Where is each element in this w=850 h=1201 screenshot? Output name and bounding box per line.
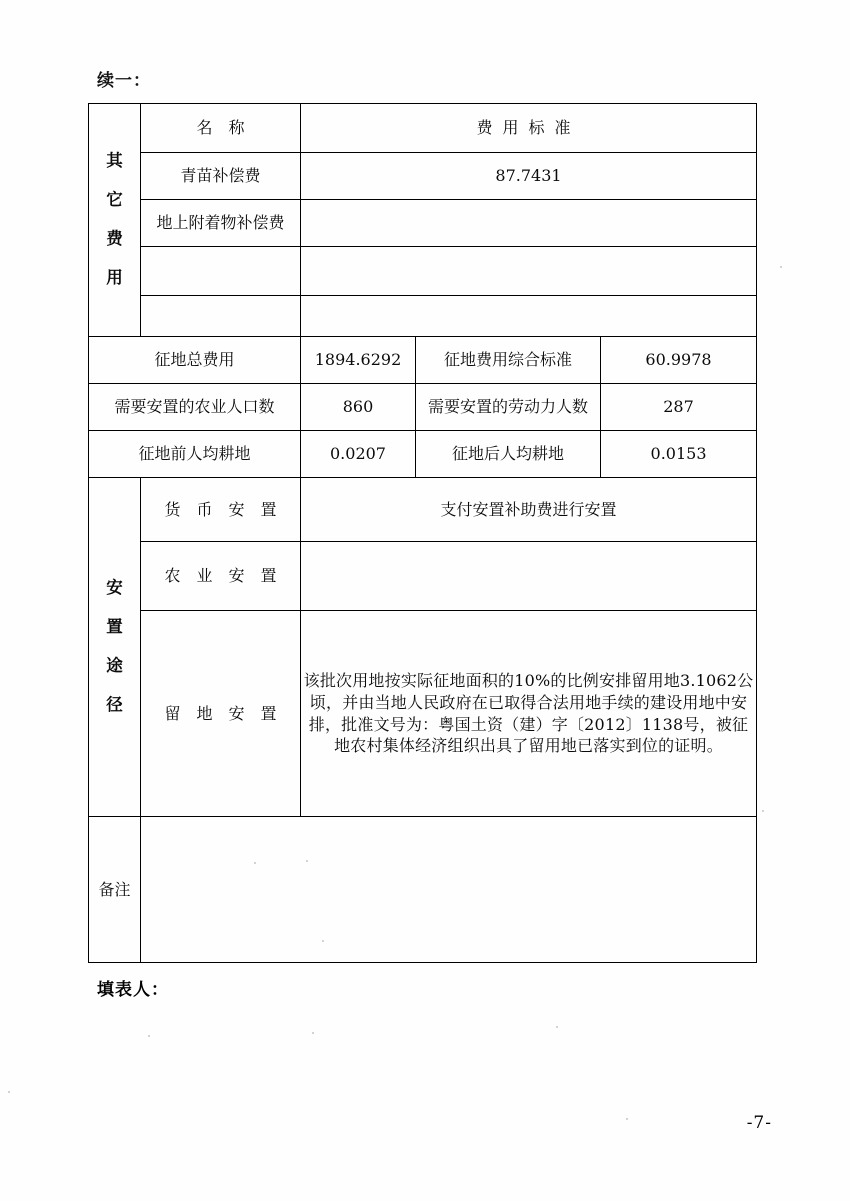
land-acquisition-form-table [88, 103, 757, 963]
table-row-remarks [89, 817, 757, 963]
scan-speck [322, 940, 324, 942]
fee-value-cell [301, 296, 757, 337]
resettlement-row-label-text [89, 569, 140, 724]
label-char: 径 [106, 694, 123, 714]
fee-value-cell [301, 247, 757, 296]
fee-value-cell: 87.7431 [301, 153, 757, 200]
fee-name-cell [141, 296, 301, 337]
resettlement-type-label: 货 币 安 置 [141, 478, 301, 542]
scan-speck [780, 266, 782, 268]
fee-value-cell [301, 200, 757, 247]
resettlement-row-label [89, 478, 141, 817]
other-fees-row-label-text [89, 142, 140, 297]
summary-value-left: 1894.6292 [301, 337, 416, 384]
summary-value-right: 60.9978 [601, 337, 757, 384]
table-row-other-fee-blank-1 [89, 247, 757, 296]
resettlement-content: 支付安置补助费进行安置 [301, 478, 757, 542]
table-row-per-capita-farmland [89, 431, 757, 478]
continuation-label: 续一： [97, 71, 151, 91]
summary-value-right: 0.0153 [601, 431, 757, 478]
scan-speck [312, 1032, 314, 1034]
fee-name-cell [141, 247, 301, 296]
summary-label-right: 征地后人均耕地 [416, 431, 601, 478]
fee-name-cell: 地上附着物补偿费 [141, 200, 301, 247]
resettlement-type-label: 农 业 安 置 [141, 542, 301, 611]
page-number: -7- [746, 1113, 772, 1133]
remarks-content [141, 817, 757, 963]
column-header-name: 名 称 [141, 104, 301, 153]
summary-value-left: 860 [301, 384, 416, 431]
label-char: 安 [106, 578, 123, 598]
label-char: 其 [106, 151, 123, 171]
column-header-fee-standard: 费用标准 [301, 104, 757, 153]
summary-label-left: 征地前人均耕地 [89, 431, 301, 478]
label-char: 费 [106, 229, 123, 248]
scan-speck [254, 862, 256, 864]
scan-speck [306, 860, 308, 862]
table-row-land-reserve-resettlement [89, 611, 757, 817]
scan-speck [8, 1091, 10, 1093]
table-row-total-cost [89, 337, 757, 384]
summary-label-left: 征地总费用 [89, 337, 301, 384]
scan-speck [148, 1035, 150, 1037]
form-filler-label: 填表人： [97, 980, 169, 1000]
table-row-seedling-compensation [89, 153, 757, 200]
remarks-label: 备注 [89, 817, 141, 963]
label-char: 用 [106, 267, 123, 287]
summary-label-right: 需要安置的劳动力人数 [416, 384, 601, 431]
summary-value-right: 287 [601, 384, 757, 431]
label-char: 途 [106, 656, 123, 675]
table-row-agricultural-resettlement [89, 542, 757, 611]
summary-label-right: 征地费用综合标准 [416, 337, 601, 384]
scan-speck [556, 1026, 558, 1028]
scan-speck [626, 1118, 628, 1120]
resettlement-content-paragraph: 该批次用地按实际征地面积的10%的比例安排留用地3.1062公顷，并由当地人民政府在已取得合法用地手续的建设用地中安排，批准文号为：粤国土资（建）字〔2012〕1138号，被征地农村集体经济组织出具了留用地已落实到位的证明。 [301, 611, 757, 817]
table-row-attachment-compensation [89, 200, 757, 247]
table-row-monetary-resettlement [89, 478, 757, 542]
other-fees-row-label [89, 104, 141, 337]
resettlement-content [301, 542, 757, 611]
label-char: 置 [106, 617, 123, 637]
summary-value-left: 0.0207 [301, 431, 416, 478]
table-row-other-fees-header [89, 104, 757, 153]
table-row-other-fee-blank-2 [89, 296, 757, 337]
scan-speck [762, 810, 764, 812]
fee-name-cell: 青苗补偿费 [141, 153, 301, 200]
label-char: 它 [106, 190, 123, 210]
resettlement-type-label: 留 地 安 置 [141, 611, 301, 817]
table-row-agricultural-population [89, 384, 757, 431]
summary-label-left: 需要安置的农业人口数 [89, 384, 301, 431]
